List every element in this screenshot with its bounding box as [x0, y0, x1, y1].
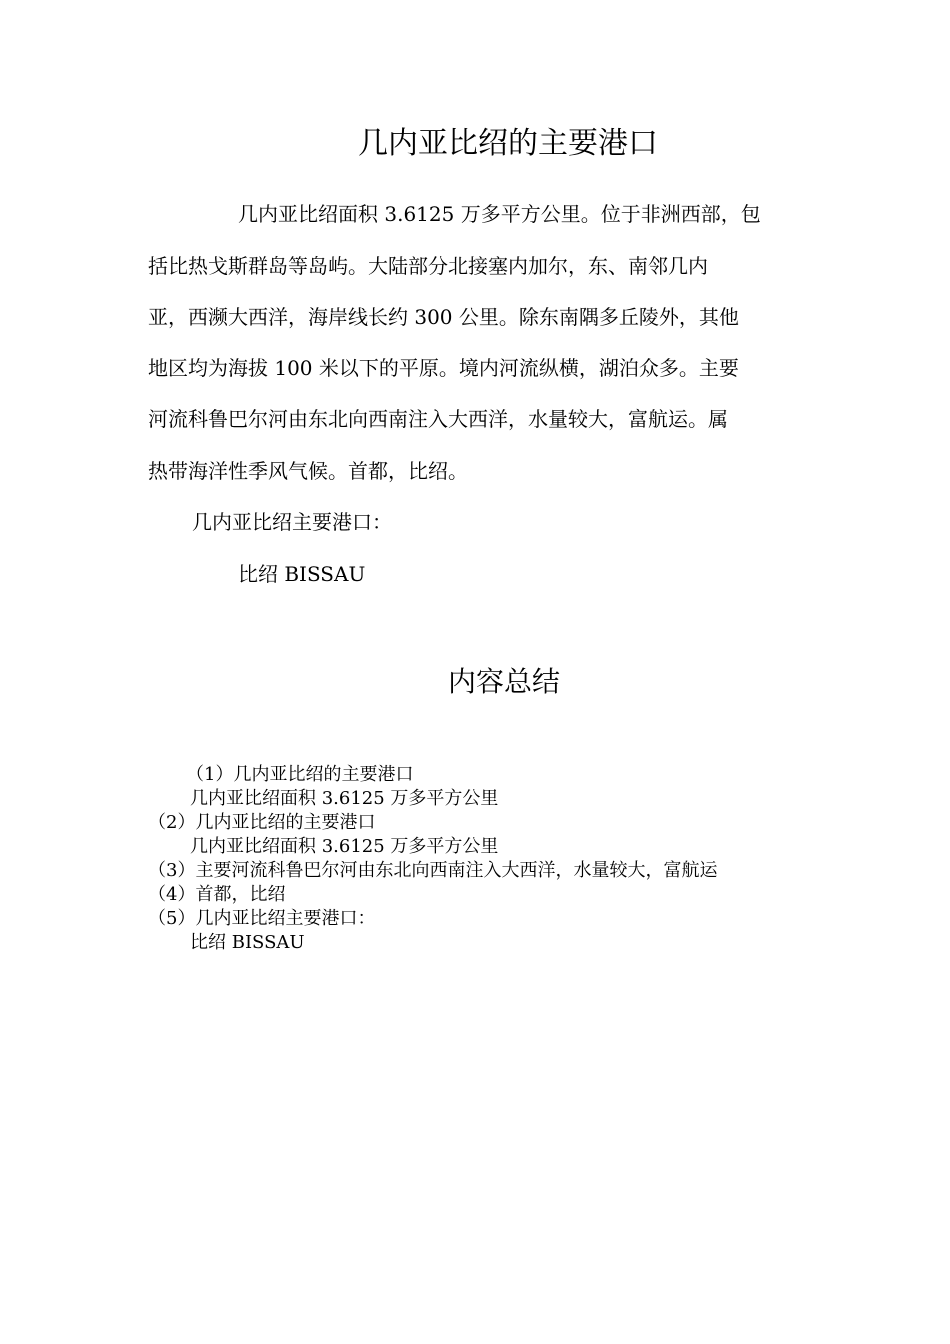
- summary-line-4: 几内亚比绍面积 3.6125 万多平方公里: [190, 836, 499, 857]
- ports-heading: 几内亚比绍主要港口：: [192, 510, 392, 534]
- paragraph-line-3: 亚，西濒大西洋，海岸线长约 300 公里。除东南隅多丘陵外，其他: [148, 305, 739, 329]
- paragraph-line-5: 河流科鲁巴尔河由东北向西南注入大西洋，水量较大，富航运。属: [148, 407, 728, 431]
- port-name: 比绍 BISSAU: [238, 562, 366, 586]
- summary-title: 内容总结: [447, 665, 560, 698]
- summary-line-3: （2）几内亚比绍的主要港口: [148, 812, 376, 833]
- summary-line-2: 几内亚比绍面积 3.6125 万多平方公里: [190, 788, 499, 809]
- summary-line-8: 比绍 BISSAU: [190, 932, 305, 953]
- summary-line-7: （5）几内亚比绍主要港口：: [148, 908, 376, 929]
- page-title: 几内亚比绍的主要港口: [358, 126, 658, 161]
- paragraph-line-1: 几内亚比绍面积 3.6125 万多平方公里。位于非洲西部，包: [238, 202, 761, 226]
- summary-line-6: （4）首都，比绍: [148, 884, 286, 905]
- summary-line-1: （1）几内亚比绍的主要港口: [186, 764, 414, 785]
- paragraph-line-4: 地区均为海拔 100 米以下的平原。境内河流纵横，湖泊众多。主要: [148, 356, 739, 380]
- paragraph-line-6: 热带海洋性季风气候。首都，比绍。: [148, 459, 468, 483]
- summary-line-5: （3）主要河流科鲁巴尔河由东北向西南注入大西洋，水量较大，富航运: [148, 860, 718, 881]
- paragraph-line-2: 括比热戈斯群岛等岛屿。大陆部分北接塞内加尔，东、南邻几内: [148, 254, 708, 278]
